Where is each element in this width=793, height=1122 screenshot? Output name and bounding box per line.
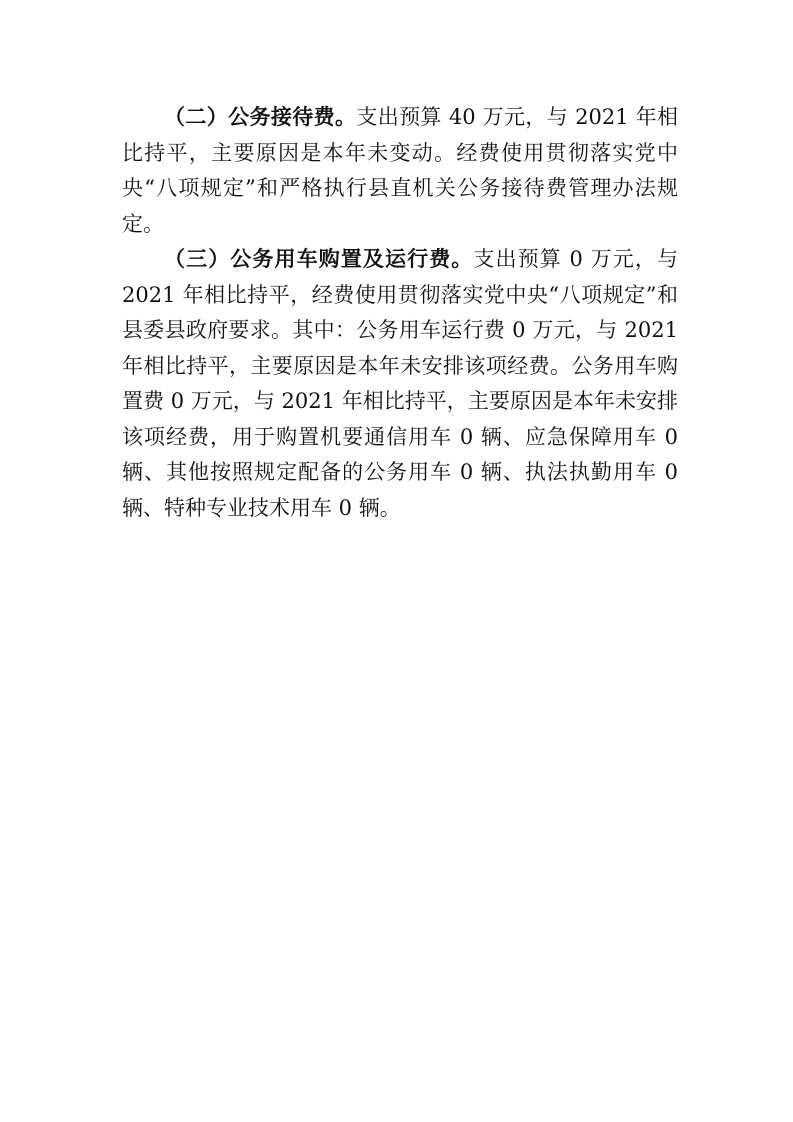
paragraph-reception-expenses: [122, 100, 678, 242]
section-heading-vehicles: （三）公务用车购置及运行费。: [164, 247, 474, 271]
section-heading-reception: （二）公务接待费。: [164, 105, 357, 129]
paragraph-text-vehicles: 支出预算 0 万元，与 2021 年相比持平，经费使用贯彻落实党中央“八项规定”和县委县政府要求。其中：公务用车运行费 0 万元，与 2021 年相比持平，主要原因是本年未安排该项经费。公务用车购置费 0 万元，与 2021 年相比持平，主要原因是本年未安排该项经费，用于购置机要通信用车 0 辆、应急保障用车 0 辆、其他按照规定配备的公务用车 0 辆、执法执勤用车 0 辆、特种专业技术用车 0 辆。: [122, 247, 678, 520]
document-body: [122, 100, 678, 526]
paragraph-text-reception: 支出预算 40 万元，与 2021 年相比持平，主要原因是本年未变动。经费使用贯彻落实党中央“八项规定”和严格执行县直机关公务接待费管理办法规定。: [122, 105, 678, 236]
paragraph-vehicle-expenses: [122, 242, 678, 526]
